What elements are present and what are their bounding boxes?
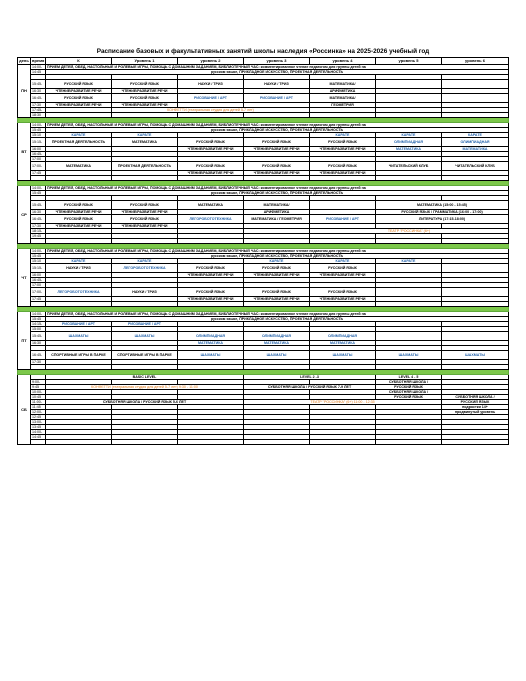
lesson-cell: МАТЕМАТИКА [244, 341, 310, 346]
lesson-cell: РИСОВАНИЕ / АРТ [112, 322, 178, 327]
time-cell: 14:00- [31, 312, 46, 317]
time-cell: 17:00 [31, 283, 46, 288]
time-cell: 14:00- [31, 430, 46, 435]
lesson-cell: ПРОЕКТНАЯ ДЕЯТЕЛЬНОСТЬ [112, 162, 178, 171]
time-cell: 14:00- [31, 249, 46, 254]
lesson-cell: МАТЕМАТИКА [112, 138, 178, 147]
theatre-cell: ТЕАТР "РОССИНКА" (6+) [310, 229, 509, 234]
time-cell: 16:30 [31, 210, 46, 215]
schedule-sheet [17, 57, 508, 445]
lesson-cell: ШАХМАТЫ [244, 351, 310, 360]
lesson-cell: ЛИТЕРАТУРА (17:15-18:00) [376, 215, 509, 224]
konfetti-cell: КОНФЕТТИ (театральная студия для детей 5-7 лет) [112, 108, 310, 113]
lesson-cell: ЧТЕНИЕ/РАЗВИТИЕ РЕЧИ [178, 273, 244, 278]
lesson-cell: ЛЕГОРОБОТОТЕХНИКА [178, 215, 244, 224]
theatre-cell: ТЕАТР "РОССИНКА" (6+) 11:00 - 12:35 [244, 400, 442, 405]
day-label-wed: СР [18, 186, 31, 244]
lesson-cell: ЧТЕНИЕ/РАЗВИТИЕ РЕЧИ [244, 273, 310, 278]
time-cell: 18:15- [31, 229, 46, 234]
time-cell: 11:45 [31, 405, 46, 410]
level-header: BASIC LEVEL [46, 375, 244, 380]
time-cell: 17:00 [31, 157, 46, 162]
lesson-cell: ЧТЕНИЕ/РАЗВИТИЕ РЕЧИ [178, 147, 244, 152]
lesson-cell: РУССКИЙ ЯЗЫК [112, 215, 178, 224]
lesson-cell: РУССКИЙ ЯЗЫК [46, 215, 112, 224]
time-cell: 16:45- [31, 351, 46, 360]
time-cell: 15:15- [31, 264, 46, 273]
time-cell: 16:45- [31, 94, 46, 103]
lesson-cell: КАРАТЕ [244, 259, 310, 264]
time-cell: 10:00- [31, 390, 46, 395]
header-level-1: Уровень 1 [112, 58, 178, 65]
time-cell: 15:10 [31, 133, 46, 138]
lesson-cell: КАРАТЕ [112, 259, 178, 264]
free-play-cell: русском языке, ПРИКЛАДНОЕ ИСКУССТВО, ПРОЕКТНАЯ ДЕЯТЕЛЬНОСТЬ [46, 191, 509, 196]
lesson-cell: МАТЕМАТИКА [46, 162, 112, 171]
lesson-cell: ЧТЕНИЕ/РАЗВИТИЕ РЕЧИ [178, 171, 244, 176]
lesson-cell: ЧТЕНИЕ/РАЗВИТИЕ РЕЧИ [310, 273, 376, 278]
page-title: Расписание базовых и факультативных занятий школы наследия «Россинка» на 2025-2026 учебный год [96, 48, 430, 55]
lesson-cell: СУББОТНЯЯ ШКОЛА / РУССКИЙ ЯЗЫК 5-6 ЛЕТ [46, 400, 244, 405]
lesson-cell: ЛЕГОРОБОТОТЕХНИКА [112, 264, 178, 273]
lesson-cell: РУССКИЙ ЯЗЫК [178, 264, 244, 273]
table-row [18, 215, 509, 224]
lesson-cell: ОЛИМПИАДНАЯ [178, 332, 244, 341]
lesson-cell: РУССКИЙ ЯЗЫК [244, 162, 310, 171]
free-play-cell: ПРИЕМ ДЕТЕЙ, ОБЕД, НАСТОЛЬНЫЕ И РОЛЕВЫЕ ИГРЫ, ПОМОЩЬ С ДОМАШНИМ ЗАДАНИЕМ, БИБЛИОТЕЧНЫЙ ЧАС: комментированное чтение педагогом для группы детей на [46, 65, 509, 70]
table-row [18, 80, 509, 89]
header-row [18, 58, 509, 65]
time-cell: 14:00- [31, 65, 46, 70]
time-cell: 17:45 [31, 171, 46, 176]
lesson-cell: ЧТЕНИЕ/РАЗВИТИЕ РЕЧИ [244, 147, 310, 152]
lesson-cell: МАТЕМАТИКА/ [244, 201, 310, 210]
header-level-5: уровень 5 [376, 58, 442, 65]
table-row [18, 332, 509, 341]
lesson-cell: РУССКИЙ ЯЗЫК [46, 94, 112, 103]
lesson-cell: НАУКИ / ТРИЗ [112, 288, 178, 297]
lesson-cell: ЧТЕНИЕ/РАЗВИТИЕ РЕЧИ [244, 171, 310, 176]
lesson-cell: ЧТЕНИЕ/РАЗВИТИЕ РЕЧИ [112, 210, 178, 215]
time-cell: 15:15- [31, 138, 46, 147]
level-header: LEVEL 4 - 5 [376, 375, 442, 380]
lesson-cell: МАТЕМАТИКА [376, 147, 442, 152]
lesson-cell: РУССКИЙ ЯЗЫК [178, 162, 244, 171]
free-play-cell: ПРИЕМ ДЕТЕЙ, ОБЕД, НАСТОЛЬНЫЕ И РОЛЕВЫЕ ИГРЫ, ПОМОЩЬ С ДОМАШНИМ ЗАДАНИЕМ, БИБЛИОТЕЧНЫЙ ЧАС: комментированное чтение педагогом для группы детей на [46, 186, 509, 191]
free-play-cell: ПРИЕМ ДЕТЕЙ, ОБЕД, НАСТОЛЬНЫЕ И РОЛЕВЫЕ ИГРЫ, ПОМОЩЬ С ДОМАШНИМ ЗАДАНИЕМ, БИБЛИОТЕЧНЫЙ ЧАС: комментированное чтение педагогом для группы детей на [46, 123, 509, 128]
time-cell: 17:30 [31, 360, 46, 365]
lesson-cell: ЧИТАТЕЛЬСКИЙ КЛУБ [376, 162, 442, 171]
schedule-table [17, 57, 509, 445]
lesson-cell: СПОРТИВНЫЕ ИГРЫ В ПАРКЕ [112, 351, 178, 360]
lesson-cell: ЧТЕНИЕ/РАЗВИТИЕ РЕЧИ [46, 224, 112, 229]
time-cell: 15:00 [31, 327, 46, 332]
free-play-cell: ПРИЕМ ДЕТЕЙ, ОБЕД, НАСТОЛЬНЫЕ И РОЛЕВЫЕ ИГРЫ, ПОМОЩЬ С ДОМАШНИМ ЗАДАНИЕМ, БИБЛИОТЕЧНЫЙ ЧАС: комментированное чтение педагогом для группы детей на [46, 312, 509, 317]
lesson-cell: ЧТЕНИЕ/РАЗВИТИЕ РЕЧИ [46, 89, 112, 94]
time-cell: 9:45 [31, 385, 46, 390]
lesson-cell: ШАХМАТЫ [178, 351, 244, 360]
time-cell: 15:45- [31, 332, 46, 341]
lesson-cell: НАУКИ / ТРИЗ [244, 80, 310, 89]
day-label-tue: ВТ [18, 123, 31, 181]
lesson-cell: АРИФМЕТИКА [310, 89, 376, 94]
lesson-cell: ШАХМАТЫ [376, 351, 442, 360]
lesson-cell: ОЛИМПИАДНАЯ [244, 332, 310, 341]
lesson-cell: РУССКИЙ ЯЗЫК [46, 201, 112, 210]
time-cell: 17:00- [31, 162, 46, 171]
time-cell: 17:30 [31, 103, 46, 108]
time-cell: 12:45 [31, 415, 46, 420]
lesson-cell: РУССКИЙ ЯЗЫК [376, 385, 442, 390]
lesson-cell: РУССКИЙ ЯЗЫК [310, 138, 376, 147]
lesson-cell: ОЛИМПИАДНАЯ [376, 138, 442, 147]
header-level-2: уровень 2 [178, 58, 244, 65]
lesson-cell: КАРАТЕ [46, 259, 112, 264]
lesson-cell: РУССКИЙ ЯЗЫК [244, 288, 310, 297]
lesson-cell: РУССКИЙ ЯЗЫК [310, 264, 376, 273]
lesson-cell: КАРАТЕ [442, 133, 509, 138]
lesson-cell: АРИФМЕТИКА [244, 210, 310, 215]
lesson-cell: ШАХМАТЫ [46, 332, 112, 341]
lesson-cell: ЛЕГОРОБОТОТЕХНИКА [46, 288, 112, 297]
lesson-cell: РУССКИЙ ЯЗЫК [310, 288, 376, 297]
time-cell: 14:00- [31, 186, 46, 191]
lesson-cell: ЧТЕНИЕ/РАЗВИТИЕ РЕЧИ [178, 297, 244, 302]
time-cell: 10:45 [31, 395, 46, 400]
table-row [18, 201, 509, 210]
time-cell: 15:45 [31, 191, 46, 196]
lesson-cell: РУССКИЙ ЯЗЫК [46, 80, 112, 89]
time-cell: 17:30 [31, 224, 46, 229]
lesson-cell: РИСОВАНИЕ / АРТ [46, 322, 112, 327]
table-row [18, 162, 509, 171]
lesson-cell: РУССКИЙ ЯЗЫК [112, 94, 178, 103]
time-cell: 9:00- [31, 380, 46, 385]
lesson-cell: ОЛИМПИАДНАЯ [442, 138, 509, 147]
time-cell: 17:45 [31, 297, 46, 302]
free-play-cell: русском языке, ПРИКЛАДНОЕ ИСКУССТВО, ПРОЕКТНАЯ ДЕЯТЕЛЬНОСТЬ [46, 254, 509, 259]
lesson-cell: РУССКИЙ ЯЗЫК [442, 400, 509, 405]
time-cell: 15:45 [31, 128, 46, 133]
lesson-cell: КАРАТЕ [310, 259, 376, 264]
lesson-cell: СУББОТНЯЯ ШКОЛА / [376, 390, 442, 395]
lesson-cell: КАРАТЕ [46, 133, 112, 138]
time-cell: 15:45 [31, 317, 46, 322]
lesson-cell: РУССКИЙ ЯЗЫК [178, 288, 244, 297]
lesson-cell: МАТЕМАТИКА/ [310, 80, 376, 89]
lesson-cell: КАРАТЕ [376, 133, 442, 138]
lesson-cell: ГЕОМЕТРИЯ [310, 103, 376, 108]
lesson-cell: ПРОЕКТНАЯ ДЕЯТЕЛЬНОСТЬ [46, 138, 112, 147]
lesson-cell: ШАХМАТЫ [310, 351, 376, 360]
lesson-cell: МАТЕМАТИКА (15:00 - 15:45) [376, 201, 509, 210]
lesson-cell: ШАХМАТЫ [112, 332, 178, 341]
lesson-cell: РУССКИЙ ЯЗЫК [112, 201, 178, 210]
time-cell: 13:45 [31, 425, 46, 430]
time-cell: 13:00- [31, 420, 46, 425]
lesson-cell: РУССКИЙ ЯЗЫК [310, 162, 376, 171]
lesson-cell: СПОРТИВНЫЕ ИГРЫ В ПАРКЕ [46, 351, 112, 360]
time-cell: 14:00- [31, 123, 46, 128]
lesson-cell: ЧТЕНИЕ/РАЗВИТИЕ РЕЧИ [244, 297, 310, 302]
lesson-cell: КАРАТЕ [112, 133, 178, 138]
table-row [18, 210, 509, 215]
lesson-cell: СУББОТНЯЯ ШКОЛА / РУССКИЙ ЯЗЫК 7-9 ЛЕТ [244, 385, 376, 390]
lesson-cell: МАТЕМАТИКА / ГЕОМЕТРИЯ [244, 215, 310, 224]
lesson-cell: ЧТЕНИЕ/РАЗВИТИЕ РЕЧИ [112, 89, 178, 94]
table-row [18, 440, 509, 445]
lesson-cell [310, 201, 376, 210]
lesson-cell: НАУКИ / ТРИЗ [178, 80, 244, 89]
lesson-cell: подростки 14+ [442, 405, 509, 410]
lesson-cell: СУББОТНЯЯ ШКОЛА / [376, 380, 442, 385]
lesson-cell: ОЛИМПИАДНАЯ [310, 332, 376, 341]
lesson-cell: РУССКИЙ ЯЗЫК [178, 138, 244, 147]
lesson-cell: НАУКИ / ТРИЗ [46, 264, 112, 273]
time-cell: 19:45 [31, 234, 46, 239]
lesson-cell: ЧТЕНИЕ/РАЗВИТИЕ РЕЧИ [46, 210, 112, 215]
table-row [18, 94, 509, 103]
header-level-4: уровень 4 [310, 58, 376, 65]
day-label-mon: ПН [18, 65, 31, 118]
time-cell: 11:00- [31, 400, 46, 405]
konfetti-cell: КОНФЕТТИ (театральная студия для детей 5-7 лет) 9:30 - 11:00 [46, 385, 244, 390]
free-play-cell: русском языке, ПРИКЛАДНОЕ ИСКУССТВО, ПРОЕКТНАЯ ДЕЯТЕЛЬНОСТЬ [46, 128, 509, 133]
time-cell: 16:45- [31, 152, 46, 157]
time-cell: 15:45 [31, 254, 46, 259]
lesson-cell: ЧТЕНИЕ/РАЗВИТИЕ РЕЧИ [310, 147, 376, 152]
time-cell: 15:10 [31, 259, 46, 264]
day-label-fri: ПТ [18, 312, 31, 370]
lesson-cell: МАТЕМАТИКА/ [310, 94, 376, 103]
lesson-cell: ЧТЕНИЕ/РАЗВИТИЕ РЕЧИ [46, 103, 112, 108]
time-cell: 16:45- [31, 278, 46, 283]
header-time: время [32, 58, 45, 63]
time-cell: 16:30 [31, 341, 46, 346]
lesson-cell: РУССКИЙ ЯЗЫК [244, 264, 310, 273]
time-cell: 16:00 [31, 273, 46, 278]
lesson-cell: КАРАТЕ [376, 259, 442, 264]
table-row [18, 288, 509, 297]
lesson-cell: ЧТЕНИЕ/РАЗВИТИЕ РЕЧИ [112, 224, 178, 229]
time-cell: 15:45- [31, 80, 46, 89]
lesson-cell: ЧТЕНИЕ/РАЗВИТИЕ РЕЧИ [310, 171, 376, 176]
lesson-cell: РУССКИЙ ЯЗЫК [112, 80, 178, 89]
lesson-cell: МАТЕМАТИКА [178, 201, 244, 210]
time-cell: 16:30 [31, 89, 46, 94]
table-row [18, 264, 509, 273]
lesson-cell: МАТЕМАТИКА [442, 147, 509, 152]
time-cell: 14:15- [31, 322, 46, 327]
lesson-cell: МАТЕМАТИКА [310, 341, 376, 346]
time-cell: 17:45- [31, 108, 46, 113]
time-cell: 14:45 [31, 70, 46, 75]
lesson-cell: РУССКИЙ ЯЗЫК / ГРАММАТИКА (16:00 - 17:00) [376, 210, 509, 215]
lesson-cell: продвинутый уровень [442, 410, 509, 415]
lesson-cell: РУССКИЙ ЯЗЫК [244, 138, 310, 147]
time-cell: 18:30 [31, 113, 46, 118]
lesson-cell: МАТЕМАТИКА [178, 341, 244, 346]
time-cell: 17:00- [31, 288, 46, 297]
free-play-cell: русском языке, ПРИКЛАДНОЕ ИСКУССТВО, ПРОЕКТНАЯ ДЕЯТЕЛЬНОСТЬ [46, 70, 509, 75]
time-cell: 15:45- [31, 201, 46, 210]
lesson-cell: РИСОВАНИЕ / АРТ [178, 94, 244, 103]
table-row [18, 138, 509, 147]
time-cell: 16:45- [31, 215, 46, 224]
lesson-cell: КАРАТЕ [310, 133, 376, 138]
table-row [18, 351, 509, 360]
time-cell: 16:00 [31, 147, 46, 152]
day-label-sat: СБ [18, 375, 31, 445]
time-cell: 12:00- [31, 410, 46, 415]
lesson-cell: СУББОТНЯЯ ШКОЛА / [442, 395, 509, 400]
header-level-6: уровень 6 [442, 58, 509, 65]
lesson-cell: ЧТЕНИЕ/РАЗВИТИЕ РЕЧИ [112, 103, 178, 108]
lesson-cell: РИСОВАНИЕ / АРТ [310, 215, 376, 224]
lesson-cell: ЧТЕНИЕ/РАЗВИТИЕ РЕЧИ [310, 297, 376, 302]
header-level-3: уровень 3 [244, 58, 310, 65]
header-day: день [19, 58, 29, 63]
free-play-cell: ПРИЕМ ДЕТЕЙ, ОБЕД, НАСТОЛЬНЫЕ И РОЛЕВЫЕ ИГРЫ, ПОМОЩЬ С ДОМАШНИМ ЗАДАНИЕМ, БИБЛИОТЕЧНЫЙ ЧАС: комментированное чтение педагогом для группы детей на [46, 249, 509, 254]
free-play-cell: русском языке, ПРИКЛАДНОЕ ИСКУССТВО, ПРОЕКТНАЯ ДЕЯТЕЛЬНОСТЬ [46, 317, 509, 322]
lesson-cell: РИСОВАНИЕ / АРТ [244, 94, 310, 103]
time-cell: 14:45 [31, 435, 46, 440]
lesson-cell: ЧИТАТЕЛЬСКИЙ КЛУБ [442, 162, 509, 171]
day-label-thu: ЧТ [18, 249, 31, 307]
lesson-cell: ШАХМАТЫ [442, 351, 509, 360]
level-header: LEVEL 2 -3 [244, 375, 376, 380]
lesson-cell: РУССКИЙ ЯЗЫК [376, 395, 442, 400]
header-level-k: К [46, 58, 112, 65]
